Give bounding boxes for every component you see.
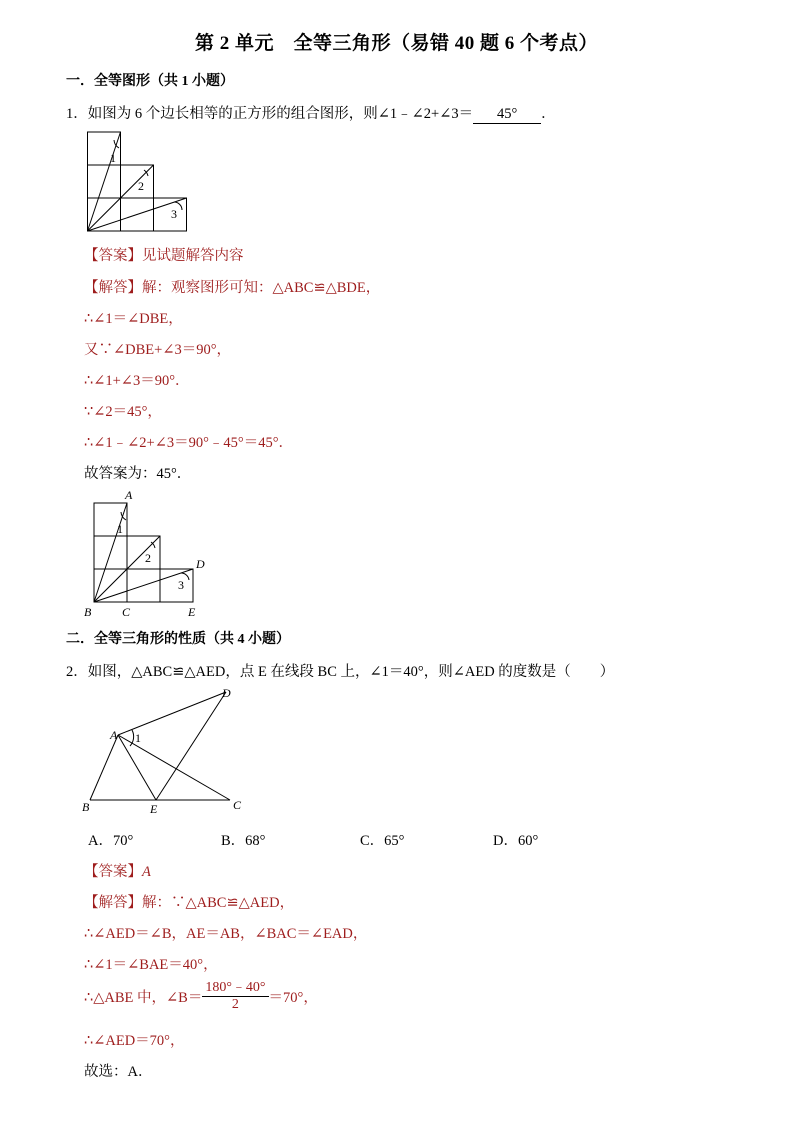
fig2-label-2: 2 bbox=[145, 551, 151, 565]
question-1-solution-line-0 bbox=[84, 276, 380, 297]
solution-tag: 【解答】 bbox=[84, 280, 142, 296]
question-1-answer: 【答案】见试题解答内容 bbox=[84, 248, 244, 264]
question-1-solution-line-4: ∵∠2＝45°， bbox=[84, 404, 162, 420]
question-1-solution-line-2: 又∵∠DBE+∠3＝90°， bbox=[84, 342, 232, 358]
option-a[interactable]: A．70° bbox=[88, 833, 134, 849]
figure-1-squares bbox=[86, 130, 196, 235]
question-1-blank: 45° bbox=[473, 106, 541, 124]
question-2-solution-line-6: 故选：A． bbox=[84, 1064, 153, 1080]
question-2-solution-line-2: ∴∠1＝∠BAE＝40°， bbox=[84, 957, 218, 973]
fig1-label-2: 2 bbox=[138, 179, 144, 193]
option-c[interactable]: C．65° bbox=[360, 833, 405, 849]
solution-tag: 【解答】 bbox=[84, 895, 142, 911]
solution-text-b: ＝70°， bbox=[268, 990, 318, 1006]
question-2-answer bbox=[84, 860, 151, 881]
fig3-label-A: A bbox=[110, 728, 118, 742]
question-1-solution-line-3: ∴∠1+∠3＝90°． bbox=[84, 373, 190, 389]
fig3-label-C: C bbox=[233, 798, 242, 812]
question-1-text: 1．如图为 6 个边长相等的正方形的组合图形，则∠1﹣∠2+∠3＝ bbox=[66, 106, 474, 122]
fig2-label-3: 3 bbox=[178, 578, 184, 592]
question-2-solution-line-0 bbox=[84, 891, 294, 912]
solution-text: 解：观察图形可知：△ABC≌△BDE， bbox=[142, 280, 381, 296]
page-title: 第 2 单元 全等三角形（易错 40 题 6 个考点） bbox=[194, 33, 598, 54]
question-2-solution-line-1: ∴∠AED＝∠B，AE＝AB，∠BAC＝∠EAD， bbox=[84, 926, 368, 942]
figure-1-solution bbox=[80, 488, 220, 623]
fig3-label-E: E bbox=[150, 802, 158, 816]
fig2-label-E: E bbox=[188, 605, 196, 619]
fig1-label-3: 3 bbox=[171, 207, 177, 221]
question-2-solution-line-5: ∴∠AED＝70°， bbox=[84, 1033, 185, 1049]
question-2-stem: 2．如图，△ABC≌△AED，点 E 在线段 BC 上，∠1＝40°，则∠AED 的度数是（ ） bbox=[66, 664, 615, 680]
section-heading-2: 二．全等三角形的性质（共 4 小题） bbox=[66, 632, 290, 647]
fig3-label-B: B bbox=[82, 800, 90, 814]
question-1-solution-line-1: ∴∠1＝∠DBE， bbox=[84, 311, 183, 327]
question-1-end: ． bbox=[541, 106, 556, 122]
fig2-label-B: B bbox=[84, 605, 92, 619]
section-heading-1: 一．全等图形（共 1 小题） bbox=[66, 74, 234, 89]
option-d[interactable]: D．60° bbox=[493, 833, 539, 849]
fraction-numerator: 180°﹣40° bbox=[202, 980, 268, 997]
fig3-label-D: D bbox=[222, 686, 231, 700]
question-2-solution-line-3 bbox=[84, 980, 318, 1013]
question-1-solution-line-6: 故答案为：45°． bbox=[84, 466, 192, 482]
fig3-label-1: 1 bbox=[135, 731, 141, 745]
fig2-label-D: D bbox=[196, 557, 205, 571]
option-b[interactable]: B．68° bbox=[221, 833, 266, 849]
solution-text-a: ∴△ABE 中，∠B＝ bbox=[84, 990, 203, 1006]
solution-text: 解：∵△ABC≌△AED， bbox=[142, 895, 295, 911]
question-1-solution-line-5: ∴∠1﹣∠2+∠3＝90°﹣45°＝45°． bbox=[84, 435, 293, 451]
question-1-stem bbox=[66, 102, 556, 124]
fig1-label-1: 1 bbox=[110, 151, 116, 165]
answer-tag: 【答案】 bbox=[84, 864, 142, 880]
fraction bbox=[202, 980, 268, 1013]
fraction-denominator: 2 bbox=[231, 997, 239, 1012]
fig2-label-C: C bbox=[122, 605, 131, 619]
fig2-label-A: A bbox=[125, 488, 133, 502]
answer-value: A bbox=[142, 864, 151, 880]
fig2-label-1: 1 bbox=[117, 522, 123, 536]
figure-2-triangles bbox=[78, 684, 258, 819]
